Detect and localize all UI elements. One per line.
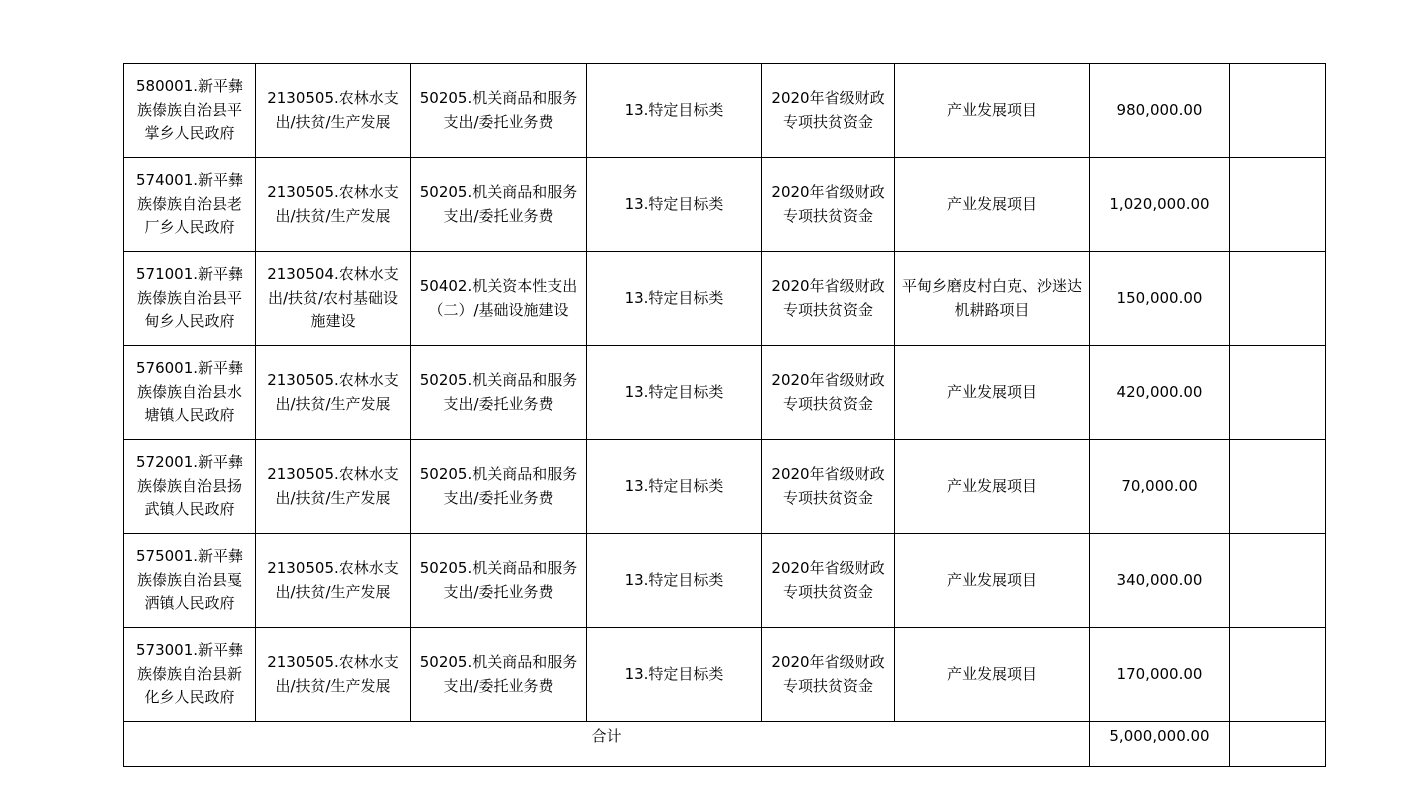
target-type-text: 13.特定目标类: [624, 194, 724, 213]
economic-class-cell: [411, 628, 587, 722]
table-row: [124, 346, 1326, 440]
amount-cell: [1090, 346, 1230, 440]
economic-class-text: 50205.机关商品和服务支出/委托业务费: [419, 653, 578, 695]
fund-source-cell: [762, 534, 895, 628]
unit-text: 571001.新平彝族傣族自治县平甸乡人民政府: [135, 265, 244, 331]
amount-cell: [1090, 252, 1230, 346]
function-class-cell: [256, 534, 411, 628]
function-class-cell: [256, 346, 411, 440]
unit-cell: [124, 158, 256, 252]
function-class-text: 2130505.农林水支出/扶贫/生产发展: [267, 371, 399, 413]
remark-cell: [1230, 346, 1326, 440]
economic-class-cell: [411, 64, 587, 158]
unit-cell: [124, 440, 256, 534]
amount-cell: [1090, 628, 1230, 722]
economic-class-text: 50205.机关商品和服务支出/委托业务费: [419, 559, 578, 601]
target-type-text: 13.特定目标类: [624, 382, 724, 401]
total-row: [124, 722, 1326, 767]
project-text: 产业发展项目: [946, 194, 1037, 213]
project-text: 平甸乡磨皮村白克、沙迷达机耕路项目: [901, 277, 1082, 319]
remark-cell: [1230, 252, 1326, 346]
amount-text: 70,000.00: [1121, 476, 1198, 495]
economic-class-text: 50402.机关资本性支出（二）/基础设施建设: [419, 277, 578, 319]
fund-source-text: 2020年省级财政专项扶贫资金: [771, 277, 885, 319]
unit-cell: [124, 534, 256, 628]
amount-cell: [1090, 440, 1230, 534]
fund-source-cell: [762, 64, 895, 158]
table-row: [124, 158, 1326, 252]
project-text: 产业发展项目: [946, 382, 1037, 401]
project-text: 产业发展项目: [946, 476, 1037, 495]
target-type-text: 13.特定目标类: [624, 664, 724, 683]
total-remark-cell: [1230, 722, 1326, 767]
target-type-cell: [587, 534, 762, 628]
project-text: 产业发展项目: [946, 100, 1037, 119]
table-row: [124, 628, 1326, 722]
project-cell: [895, 64, 1090, 158]
amount-text: 150,000.00: [1116, 288, 1203, 307]
economic-class-text: 50205.机关商品和服务支出/委托业务费: [419, 465, 578, 507]
target-type-cell: [587, 158, 762, 252]
function-class-text: 2130505.农林水支出/扶贫/生产发展: [267, 89, 399, 131]
function-class-cell: [256, 252, 411, 346]
function-class-text: 2130505.农林水支出/扶贫/生产发展: [267, 465, 399, 507]
fund-source-cell: [762, 346, 895, 440]
amount-text: 1,020,000.00: [1109, 194, 1210, 213]
fund-source-cell: [762, 440, 895, 534]
total-label-cell: [124, 722, 1090, 767]
amount-text: 980,000.00: [1116, 100, 1203, 119]
fund-source-text: 2020年省级财政专项扶贫资金: [771, 183, 885, 225]
unit-text: 572001.新平彝族傣族自治县扬武镇人民政府: [135, 453, 244, 519]
amount-text: 420,000.00: [1116, 382, 1203, 401]
fund-source-text: 2020年省级财政专项扶贫资金: [771, 371, 885, 413]
unit-text: 573001.新平彝族傣族自治县新化乡人民政府: [135, 641, 244, 707]
function-class-cell: [256, 628, 411, 722]
project-cell: [895, 158, 1090, 252]
total-amount: 5,000,000.00: [1109, 727, 1210, 745]
function-class-text: 2130505.农林水支出/扶贫/生产发展: [267, 559, 399, 601]
fund-source-text: 2020年省级财政专项扶贫资金: [771, 89, 885, 131]
project-text: 产业发展项目: [946, 570, 1037, 589]
remark-cell: [1230, 64, 1326, 158]
project-text: 产业发展项目: [946, 664, 1037, 683]
table-body: [124, 64, 1326, 767]
amount-text: 340,000.00: [1116, 570, 1203, 589]
fund-source-text: 2020年省级财政专项扶贫资金: [771, 559, 885, 601]
remark-cell: [1230, 534, 1326, 628]
economic-class-cell: [411, 534, 587, 628]
fund-source-text: 2020年省级财政专项扶贫资金: [771, 465, 885, 507]
target-type-cell: [587, 252, 762, 346]
fund-source-cell: [762, 252, 895, 346]
budget-allocation-table: [123, 63, 1326, 767]
total-amount-cell: [1090, 722, 1230, 767]
target-type-text: 13.特定目标类: [624, 570, 724, 589]
target-type-cell: [587, 440, 762, 534]
target-type-cell: [587, 64, 762, 158]
fund-source-cell: [762, 628, 895, 722]
function-class-cell: [256, 64, 411, 158]
economic-class-text: 50205.机关商品和服务支出/委托业务费: [419, 371, 578, 413]
target-type-text: 13.特定目标类: [624, 476, 724, 495]
fund-source-cell: [762, 158, 895, 252]
unit-text: 575001.新平彝族傣族自治县戛洒镇人民政府: [135, 547, 244, 613]
function-class-cell: [256, 158, 411, 252]
function-class-cell: [256, 440, 411, 534]
project-cell: [895, 346, 1090, 440]
target-type-cell: [587, 346, 762, 440]
function-class-text: 2130505.农林水支出/扶贫/生产发展: [267, 183, 399, 225]
unit-text: 574001.新平彝族傣族自治县老厂乡人民政府: [135, 171, 244, 237]
unit-cell: [124, 252, 256, 346]
economic-class-cell: [411, 346, 587, 440]
table-row: [124, 64, 1326, 158]
project-cell: [895, 534, 1090, 628]
amount-text: 170,000.00: [1116, 664, 1203, 683]
function-class-text: 2130504.农林水支出/扶贫/农村基础设施建设: [267, 265, 399, 331]
economic-class-text: 50205.机关商品和服务支出/委托业务费: [419, 89, 578, 131]
project-cell: [895, 628, 1090, 722]
fund-source-text: 2020年省级财政专项扶贫资金: [771, 653, 885, 695]
economic-class-cell: [411, 158, 587, 252]
function-class-text: 2130505.农林水支出/扶贫/生产发展: [267, 653, 399, 695]
table-row: [124, 252, 1326, 346]
target-type-text: 13.特定目标类: [624, 288, 724, 307]
remark-cell: [1230, 628, 1326, 722]
economic-class-cell: [411, 252, 587, 346]
unit-cell: [124, 346, 256, 440]
amount-cell: [1090, 534, 1230, 628]
total-label: 合计: [591, 727, 622, 745]
remark-cell: [1230, 158, 1326, 252]
unit-text: 580001.新平彝族傣族自治县平掌乡人民政府: [135, 77, 244, 143]
table-row: [124, 534, 1326, 628]
unit-text: 576001.新平彝族傣族自治县水塘镇人民政府: [135, 359, 244, 425]
project-cell: [895, 440, 1090, 534]
project-cell: [895, 252, 1090, 346]
remark-cell: [1230, 440, 1326, 534]
unit-cell: [124, 64, 256, 158]
economic-class-text: 50205.机关商品和服务支出/委托业务费: [419, 183, 578, 225]
target-type-text: 13.特定目标类: [624, 100, 724, 119]
target-type-cell: [587, 628, 762, 722]
unit-cell: [124, 628, 256, 722]
amount-cell: [1090, 64, 1230, 158]
economic-class-cell: [411, 440, 587, 534]
amount-cell: [1090, 158, 1230, 252]
table-row: [124, 440, 1326, 534]
